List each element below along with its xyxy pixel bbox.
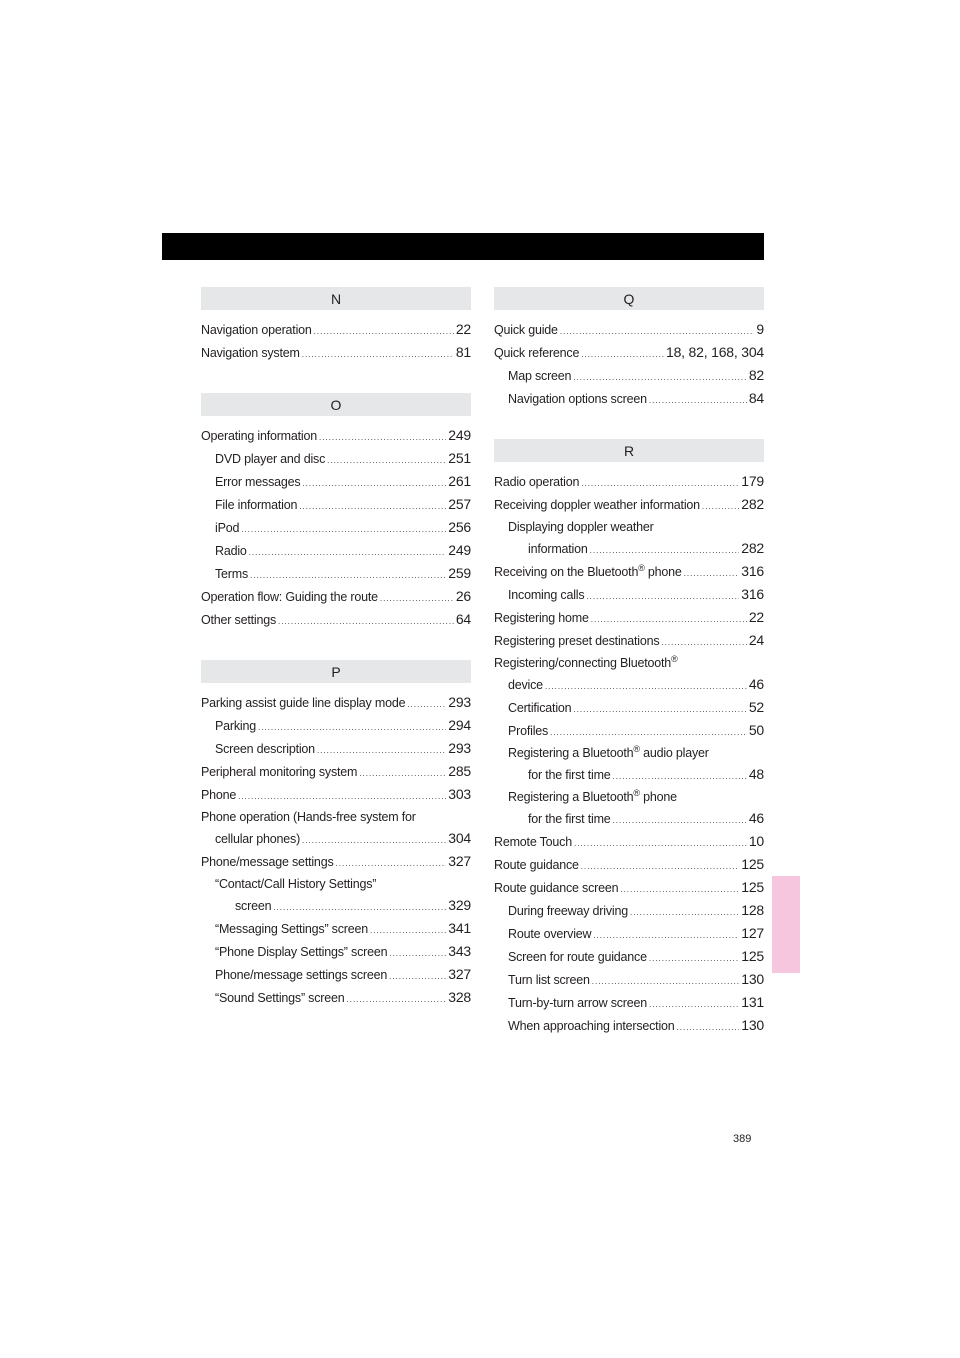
page-ref: 327 [448,853,471,869]
index-tab-marker [772,876,800,973]
page-ref: 125 [741,948,764,964]
index-subentry[interactable]: During freeway driving ..... 128 [494,900,764,923]
index-subentry[interactable]: Phone/message settings screen ..... 327 [201,964,471,987]
index-subentry[interactable]: When approaching intersection ..... 130 [494,1015,764,1038]
index-subentry[interactable]: DVD player and disc ..... 251 [201,448,471,471]
section-letter-q: Q [494,287,764,310]
index-entry[interactable]: Phone operation (Hands-free system for cellular phones) ..... 304 [201,807,471,851]
index-subentry[interactable]: Map screen ..... 82 [494,365,764,388]
page-ref: 251 [448,450,471,466]
index-entry[interactable]: Operation flow: Guiding the route ..... 26 [201,586,471,609]
index-entry[interactable]: Receiving doppler weather information ..... 282 [494,494,764,517]
index-entry[interactable]: Phone/message settings ..... 327 [201,851,471,874]
index-subentry[interactable]: iPod ..... 256 [201,517,471,540]
index-entry[interactable]: Registering preset destinations ..... 24 [494,630,764,653]
registered-mark: ® [671,653,678,664]
page-ref: 84 [748,390,764,406]
page-ref: 285 [448,763,471,779]
index-subentry[interactable]: Turn-by-turn arrow screen ..... 131 [494,992,764,1015]
page-ref: 22 [748,609,764,625]
index-entry[interactable]: Quick reference ..... 18, 82, 168, 304 [494,342,764,365]
page-ref: 50 [748,722,764,738]
index-entry[interactable]: Receiving on the Bluetooth® phone ..... 316 [494,561,764,584]
index-column-right [494,287,764,1066]
index-subentry[interactable]: Incoming calls ..... 316 [494,584,764,607]
page-ref: 18, 82, 168, 304 [666,344,764,360]
page-ref: 249 [448,427,471,443]
page-ref: 257 [448,496,471,512]
page-ref: 256 [448,519,471,535]
index-entry[interactable]: Registering home ..... 22 [494,607,764,630]
page-ref: 282 [741,540,764,556]
index-subentry[interactable]: Profiles ..... 50 [494,720,764,743]
page-ref: 294 [448,717,471,733]
page-ref: 48 [748,766,764,782]
index-subentry[interactable]: Certification ..... 52 [494,697,764,720]
index-section-o [201,393,471,632]
page-ref: 131 [741,994,764,1010]
index-entry[interactable]: Registering/connecting Bluetooth® device ..... 46 [494,653,764,697]
index-section-q [494,287,764,411]
page-ref: 282 [741,496,764,512]
index-subentry[interactable]: Registering a Bluetooth® phone for the first time ..... 46 [494,787,764,831]
page-ref: 249 [448,542,471,558]
index-subentry[interactable]: “Phone Display Settings” screen ..... 343 [201,941,471,964]
page-ref: 259 [448,565,471,581]
index-section-p [201,660,471,1010]
page-number: 389 [733,1133,752,1145]
index-subentry[interactable]: Turn list screen ..... 130 [494,969,764,992]
index-entry[interactable]: Operating information ..... 249 [201,425,471,448]
section-letter-o: O [201,393,471,416]
index-entry[interactable]: Remote Touch ..... 10 [494,831,764,854]
page-ref: 293 [448,740,471,756]
page-ref: 26 [455,588,471,604]
page-ref: 127 [741,925,764,941]
section-letter-n: N [201,287,471,310]
section-letter-r: R [494,439,764,462]
index-entry[interactable]: Other settings ..... 64 [201,609,471,632]
page-ref: 46 [748,676,764,692]
index-column-left [201,287,471,1038]
page-ref: 10 [748,833,764,849]
page-ref: 316 [741,586,764,602]
page-ref: 46 [748,810,764,826]
page-ref: 125 [741,879,764,895]
index-entry[interactable]: Phone ..... 303 [201,784,471,807]
page-ref: 125 [741,856,764,872]
index-subentry[interactable]: Terms ..... 259 [201,563,471,586]
index-subentry[interactable]: Screen description ..... 293 [201,738,471,761]
index-subentry[interactable]: Route overview ..... 127 [494,923,764,946]
registered-mark: ® [633,787,640,798]
page-ref: 128 [741,902,764,918]
index-subentry[interactable]: Screen for route guidance ..... 125 [494,946,764,969]
page-ref: 341 [448,920,471,936]
index-entry[interactable]: Peripheral monitoring system ..... 285 [201,761,471,784]
page-ref: 328 [448,989,471,1005]
index-section-n [201,287,471,365]
index-subentry[interactable]: “Sound Settings” screen ..... 328 [201,987,471,1010]
page-ref: 304 [448,830,471,846]
registered-mark: ® [638,562,645,573]
page-ref: 327 [448,966,471,982]
index-entry[interactable]: Quick guide ..... 9 [494,319,764,342]
header-bar [162,233,764,260]
index-subentry[interactable]: Navigation options screen ..... 84 [494,388,764,411]
index-entry[interactable]: Navigation system ..... 81 [201,342,471,365]
page-ref: 81 [455,344,471,360]
index-subentry[interactable]: Radio ..... 249 [201,540,471,563]
page-ref: 130 [741,971,764,987]
index-entry[interactable]: Route guidance ..... 125 [494,854,764,877]
section-letter-p: P [201,660,471,683]
index-subentry[interactable]: File information ..... 257 [201,494,471,517]
page-ref: 329 [448,897,471,913]
page-ref: 24 [748,632,764,648]
page-ref: 130 [741,1017,764,1033]
page-ref: 303 [448,786,471,802]
page-ref: 316 [741,563,764,579]
page-ref: 82 [748,367,764,383]
index-subentry[interactable]: Error messages ..... 261 [201,471,471,494]
index-subentry[interactable]: Parking ..... 294 [201,715,471,738]
page-ref: 261 [448,473,471,489]
page-ref: 343 [448,943,471,959]
index-subentry[interactable]: Registering a Bluetooth® audio player for the first time ..... 48 [494,743,764,787]
page-ref: 9 [756,321,764,337]
page-ref: 52 [748,699,764,715]
index-subentry[interactable]: “Contact/Call History Settings” screen ..... 329 [201,874,471,918]
index-section-r [494,439,764,1038]
page-ref: 179 [741,473,764,489]
index-entry[interactable]: Parking assist guide line display mode ..... 293 [201,692,471,715]
index-subentry[interactable]: Displaying doppler weather information ..... 282 [494,517,764,561]
index-entry[interactable]: Navigation operation ..... 22 [201,319,471,342]
index-subentry[interactable]: “Messaging Settings” screen ..... 341 [201,918,471,941]
page-ref: 293 [448,694,471,710]
index-entry[interactable]: Radio operation ..... 179 [494,471,764,494]
page-ref: 22 [455,321,471,337]
registered-mark: ® [633,743,640,754]
index-entry[interactable]: Route guidance screen ..... 125 [494,877,764,900]
page-ref: 64 [455,611,471,627]
